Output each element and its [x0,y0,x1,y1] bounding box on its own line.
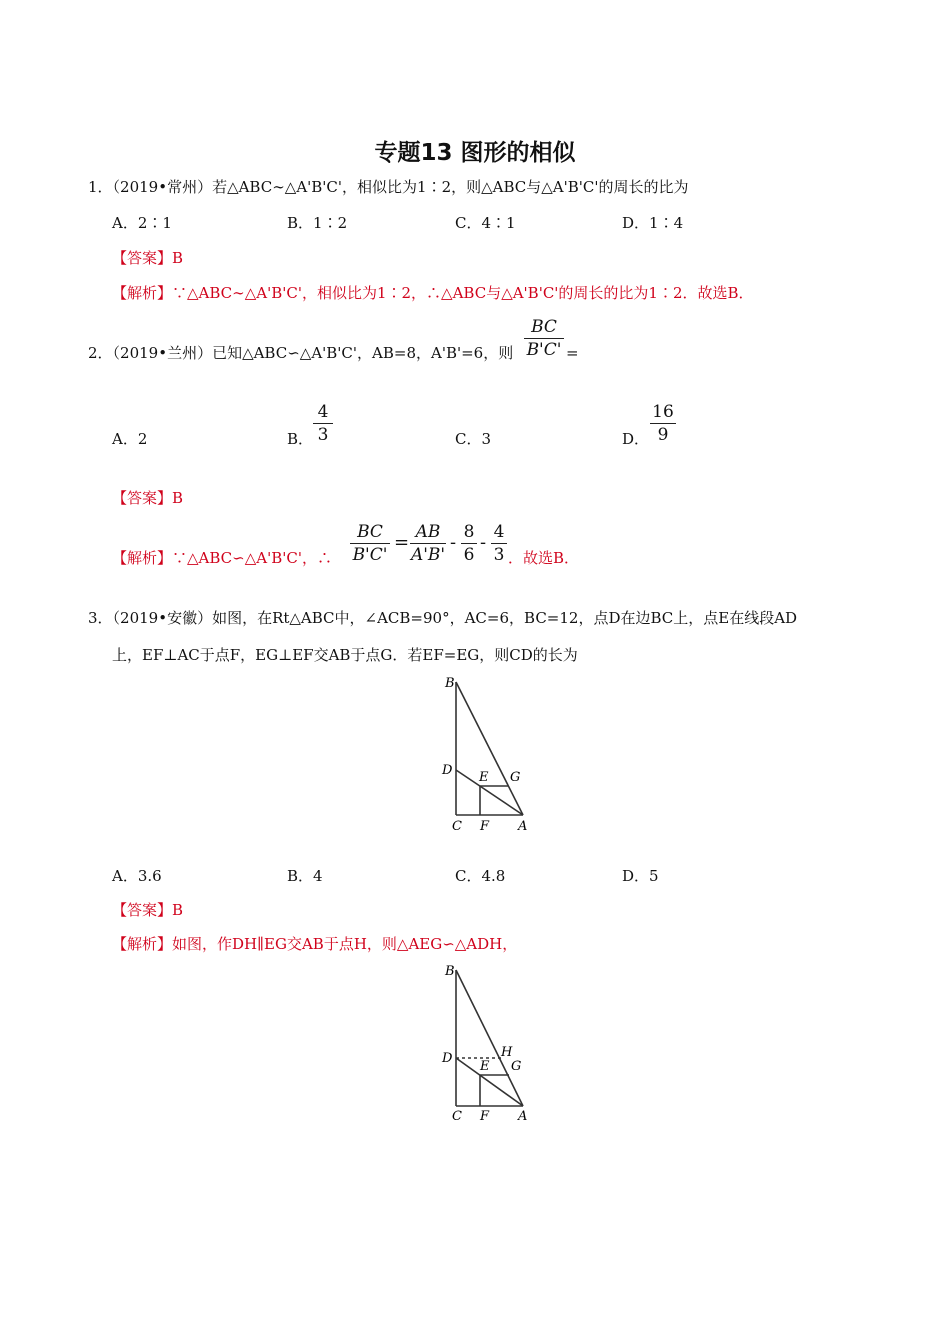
q2-optb-num: 4 [317,402,329,422]
question-3-stem-line-2: 上，EF⊥AC于点F，EG⊥EF交AB于点G．若EF=EG，则CD的长为 [112,646,578,664]
fig2-side-ba [456,970,523,1106]
fig2-label-d: D [442,1051,453,1066]
q2-a-f1-num: BC [357,522,383,542]
fig1-label-c: C [452,819,462,834]
fig2-label-f: F [480,1109,490,1124]
q2-answer: 【答案】B [112,489,184,507]
q2-analysis-post: ．故选B． [508,549,580,567]
q3-option-b: B．4 [287,867,323,885]
q1-analysis: 【解析】∵△ABC∼△A'B'C'，相似比为1∶2，∴△ABC与△A'B'C'的周长的比为1∶2．故选B． [112,284,754,302]
q2-optd-den: 9 [650,423,676,446]
q2-option-d: D． [622,430,650,448]
q2-optd-num: 16 [652,402,674,422]
q3-analysis: 【解析】如图，作DH∥EG交AB于点H，则△AEG∽△ADH， [112,935,518,953]
q2-analysis-equals: = [394,532,410,553]
q2-analysis-frac-3 [461,521,477,566]
q2-equals: = [566,344,579,362]
q2-option-b-fraction [313,401,333,446]
q2-a-f3-num: 8 [463,522,475,542]
q2-a-f4-den: 3 [491,543,507,566]
q2-analysis-dash-1: - [450,532,457,553]
q2-option-c: C．3 [455,430,492,448]
q1-answer: 【答案】B [112,249,184,267]
q2-analysis-frac-4 [491,521,507,566]
q2-a-f2-num: AB [415,522,441,542]
question-3-stem-line-1: 3．（2019•安徽）如图，在Rt△ABC中，∠ACB=90°，AC=6，BC=12，点D在边BC上，点E在线段AD [88,609,798,627]
fig1-label-d: D [442,763,453,778]
fig1-label-f: F [480,819,490,834]
fig1-label-g: G [510,770,521,785]
q2-optb-den: 3 [313,423,333,446]
q1-option-b: B．1∶2 [287,214,348,232]
question-1-stem: 1．（2019•常州）若△ABC∼△A'B'C'，相似比为1∶2，则△ABC与△A'B'C'的周长的比为 [88,178,689,196]
fig1-side-ba [456,682,523,815]
q2-a-f2-den: A'B' [410,545,446,565]
q2-a-f4-num: 4 [493,522,505,542]
q3-analysis-figure [435,960,545,1125]
q1-option-a: A．2∶1 [112,214,172,232]
q2-frac-num: BC [531,317,557,337]
q1-option-d: D．1∶4 [622,214,684,232]
q2-fraction [524,316,564,361]
q2-analysis-frac-1 [350,521,390,566]
q3-figure [435,672,545,834]
q3-option-c: C．4.8 [455,867,506,885]
q2-frac-den: B'C' [524,338,564,361]
q2-option-d-fraction [650,401,676,446]
q2-a-f1-den: B'C' [350,543,390,566]
fig2-label-c: C [452,1109,462,1124]
fig2-label-h: H [501,1045,513,1060]
q2-analysis-frac-2 [410,521,446,566]
q2-analysis-pre: 【解析】∵△ABC∽△A'B'C'，∴ [112,549,332,567]
question-2-stem: 2．（2019•兰州）已知△ABC∽△A'B'C'，AB=8，A'B'=6，则 [88,344,514,362]
fig2-label-a: A [518,1109,528,1124]
fig1-label-b: B [445,676,455,691]
q2-option-b: B． [287,430,314,448]
fig2-label-b: B [445,964,455,979]
q2-option-a: A．2 [112,430,148,448]
q1-option-c: C．4∶1 [455,214,516,232]
fig1-label-a: A [518,819,528,834]
q3-option-a: A．3.6 [112,867,162,885]
page-title: 专题13 图形的相似 [374,140,576,166]
fig2-label-g: G [511,1059,522,1074]
fig1-label-e: E [479,770,489,785]
q2-a-f3-den: 6 [461,543,477,566]
q3-option-d: D．5 [622,867,659,885]
q2-analysis-dash-2: - [480,532,487,553]
fig2-label-e: E [480,1059,490,1074]
q3-answer: 【答案】B [112,901,184,919]
